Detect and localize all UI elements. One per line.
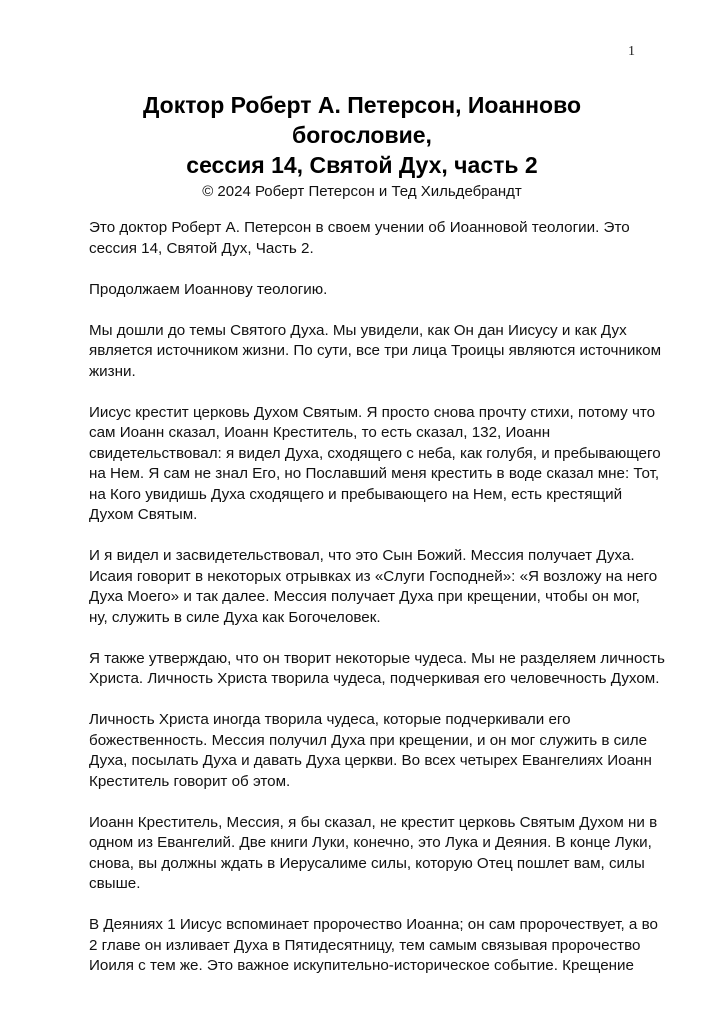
paragraph [89,280,649,301]
text-line: Духа, посылать Духа и давать Духа церкви. Во всех четырех Евангелиях Иоанн [89,752,652,769]
paragraph [89,218,649,259]
text-line: Продолжаем Иоанновy теологию. [89,280,328,298]
text-line: сам Иоанн сказал, Иоанн Креститель, то есть сказал, 132, Иоанн [89,424,551,441]
text-line: на Нем. Я сам не знал Его, но Пославший меня крестить в воде сказал мне: Тот, [89,465,660,482]
paragraph [89,403,661,526]
paragraph [89,546,658,628]
title-line: сессия 14, Святой Дух, часть 2 [186,152,538,178]
paragraph [89,813,658,895]
text-line: Христа. Личность Христа творила чудеса, подчеркивая его человечность Духом. [89,670,660,687]
text-line: Иоиля с тем же. Это важное искупительно-историческое событие. Крещение [89,957,634,974]
document-header [0,90,724,202]
text-line: божественность. Мессия получил Духа при крещении, и он мог служить в силе [89,731,648,749]
text-line: Это доктор Роберт А. Петерсон в своем учении об Иоанновой теологии. Это [89,219,630,236]
text-line: В Деяниях 1 Иисус вспоминает пророчество Иоанна; он сам пророчествует, а во [89,916,658,933]
paragraph [89,321,662,383]
copyright-notice: © 2024 Роберт Петерсон и Тед Хильдебрандт [202,183,522,200]
text-line: Личность Христа иногда творила чудеса, которые подчеркивали его [89,711,571,728]
title-line: богословие, [292,122,432,148]
title-line: Доктор Роберт А. Петерсон, Иоанново [142,92,581,118]
document-body [89,218,665,997]
text-line: сессия 14, Святой Дух, Часть 2. [89,239,314,257]
text-line: жизни. [89,362,136,380]
text-line: на Кого увидишь Духа сходящего и пребывающего на Нем, есть крестящий [89,485,623,503]
text-line: Мы дошли до темы Святого Духа. Мы увидели, как Он дан Иисусу и как Дух [89,321,627,339]
text-line: Иисус крестит церковь Духом Святым. Я просто снова прочту стихи, потому что [89,403,656,421]
paragraph [89,649,665,690]
text-line: 2 главе он изливает Духа в Пятидесятницу, тем самым связывая пророчество [89,936,641,954]
text-line: одном из Евангелий. Две книги Луки, конечно, это Лука и Деяния. В конце Луки, [89,834,652,851]
text-line: свидетельствовал: я видел Духа, сходящего с неба, как голубя, и пребывающего [89,444,661,462]
text-line: Духа Моего» и так далее. Мессия получает Духа при крещении, чтобы он мог, [89,588,640,605]
paragraph [89,710,652,792]
text-line: Исаия говорит в некоторых отрывках из «Слуги Господней»: «Я возложу на него [89,567,658,585]
text-line: ну, служить в силе Духа как Богочеловек. [89,608,381,626]
text-line: Я также утверждаю, что он творит некоторые чудеса. Мы не разделяем личность [89,649,665,667]
text-line: Иоанн Креститель, Мессия, я бы сказал, не крестит церковь Святым Духом ни в [89,813,658,831]
text-line: И я видел и засвидетельствовал, что это Сын Божий. Мессия получает Духа. [89,547,635,564]
page-number: 1 [628,44,635,59]
text-line: снова, вы должны ждать в Иерусалиме силы, которую Отец пошлет вам, силы [89,854,645,872]
text-line: Креститель говорит об этом. [89,772,291,790]
paragraph [89,915,658,977]
text-line: Духом Святым. [89,506,198,523]
text-line: является источником жизни. По сути, все три лица Троицы являются источником [89,342,662,359]
text-line: свыше. [89,875,141,892]
